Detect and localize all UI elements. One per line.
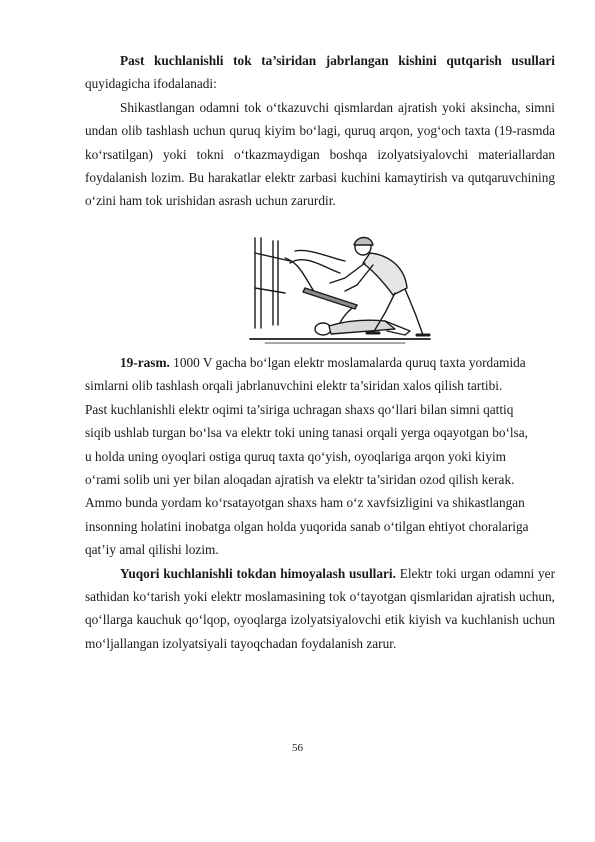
figure-caption-line-2: simlarni olib tashlash orqali jabrlanuvchini elektr ta’siridan xalos qilish tartibi. bbox=[85, 378, 503, 394]
paragraph-isolation-materials: Shikastlangan odamni tok o‘tkazuvchi qismlardan ajratish yoki aksincha, simni undan olib tashlash uchun quruq kiyim bo‘lagi, quruq arqon, yog‘och taxta (19-rasmda ko‘rsatilgan) yoki tokni o‘tkazmaydigan boshqa izolyatsiyalovchi materiallardan foydalanish lozim. Bu harakatlar elektr zarbasi kuchini kamaytirish va qutqaruvchining o‘zini ham tok urishidan asrash uchun zarurdir. bbox=[85, 99, 555, 209]
figure-19-illustration bbox=[245, 233, 435, 348]
rescuer-leg-back bbox=[405, 289, 423, 335]
section-2-body: Elektr toki urgan odamni yer sathidan ko‘tarish yoki elektr moslamasining tok o‘tayotgan qismlaridan ajratish uchun, qo‘llarga kauchuk qo‘lqop, oyoqlarga izolyatsiyalovchi etik kiyish va kuchlanish uchun mo‘ljallangan izolyatsiyali tayoqchadan foydalanish zarur. bbox=[85, 565, 555, 651]
heading-paragraph bbox=[85, 49, 555, 96]
victim-body bbox=[329, 320, 395, 334]
panel-crossbar-2 bbox=[255, 288, 285, 293]
text-line-1: Past kuchlanishli elektr oqimi ta’siriga uchragan shaxs qo‘llari bilan simni qattiq bbox=[85, 401, 514, 417]
text-block-top bbox=[85, 49, 555, 213]
text-line-3: u holda uning oyoqlari ostiga quruq taxta qo‘yish, oyoqlariga arqon yoki kiyim bbox=[85, 448, 507, 464]
victim-head bbox=[315, 323, 331, 335]
text-block-bottom bbox=[85, 351, 555, 655]
dry-board bbox=[303, 288, 357, 309]
text-line-2: siqib ushlab turgan bo‘lsa va elektr toki uning tanasi orqali yerga oqayotgan bo‘lsa, bbox=[85, 425, 529, 441]
rescuer-helmet bbox=[354, 238, 373, 246]
rescuer-arm-2 bbox=[345, 265, 373, 291]
figure-caption bbox=[85, 351, 555, 374]
paragraph-high-voltage bbox=[85, 562, 555, 656]
figure-caption-label: 19-rasm. bbox=[120, 355, 170, 370]
rescuer-torso bbox=[363, 253, 407, 295]
page-number: 56 bbox=[292, 742, 303, 754]
text-line-7: qat’iy amal qilishi lozim. bbox=[85, 542, 219, 558]
text-line-5: Ammo bunda yordam ko‘rsatayotgan shaxs ham o‘z xavfsizligini va shikastlangan bbox=[85, 495, 525, 511]
heading-continuation: quyidagicha ifodalanadi: bbox=[85, 76, 217, 92]
figure-caption-line-1: 1000 V gacha bo‘lgan elektr moslamalarda quruq taxta yordamida bbox=[169, 355, 526, 370]
text-line-4: o‘rami solib uni yer bilan aloqadan ajratish va elektr ta’siridan ozod qilish kerak. bbox=[85, 472, 515, 488]
section-heading-high-voltage: Yuqori kuchlanishli tokdan himoyalash usullari. bbox=[120, 565, 396, 581]
text-line-6: insonning holatini inobatga olgan holda yuqorida sanab o‘tilgan ehtiyot choralariga bbox=[85, 518, 529, 534]
section-heading-past-voltage: Past kuchlanishli tok ta’siridan jabrlangan kishini qutqarish usullari bbox=[120, 53, 555, 68]
rescue-illustration bbox=[245, 233, 435, 348]
rescuer-arm bbox=[330, 263, 365, 283]
